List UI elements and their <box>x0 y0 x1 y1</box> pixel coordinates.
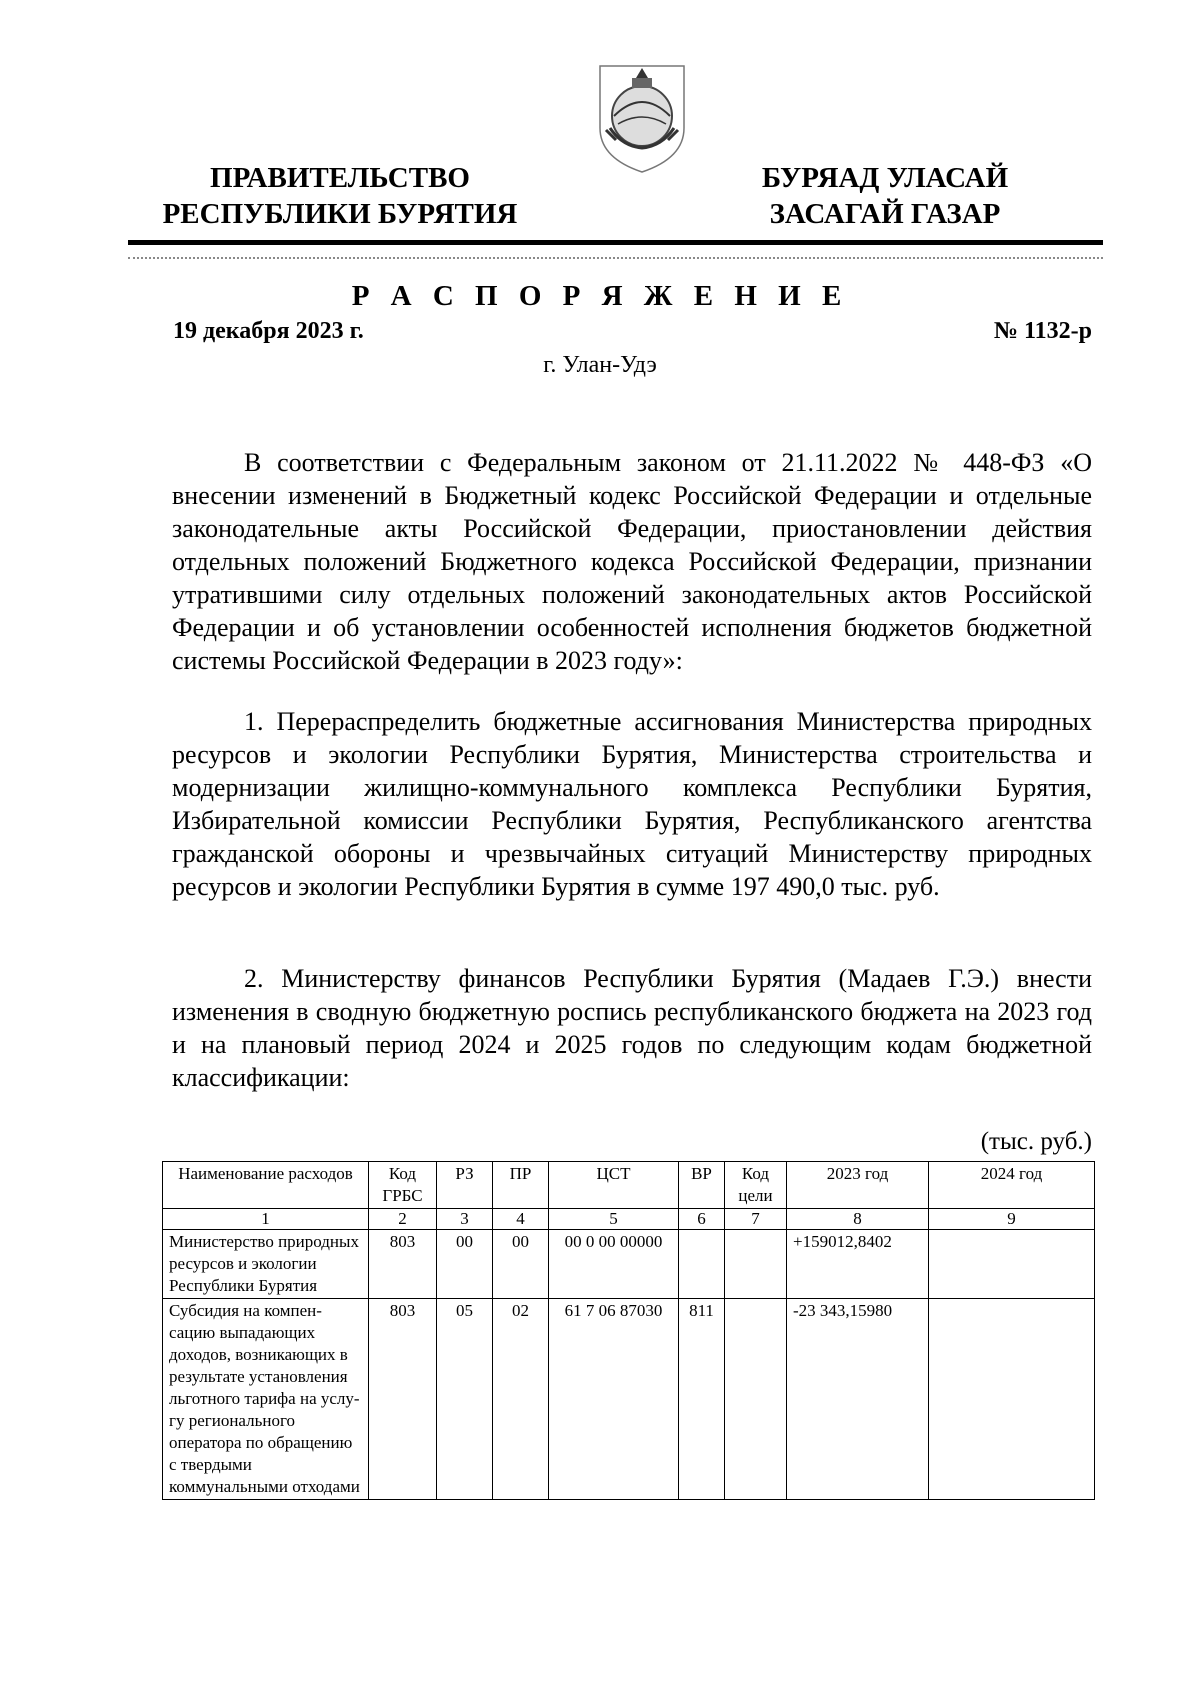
item-2-paragraph: 2. Министерству финансов Республики Бурятия (Мадаев Г.Э.) внести изменения в сводную бюджетную роспись республиканского бюджета на 2023 год и на плановый период 2024 и 2025 годов по следующим кодам бюджетной классификации: <box>172 964 1092 1092</box>
colnum: 5 <box>549 1209 679 1230</box>
cell-2023: +159012,8402 <box>787 1230 929 1299</box>
header-pr: ПР <box>493 1162 549 1209</box>
header-right <box>740 160 1030 232</box>
document-type: Р А С П О Р Я Ж Е Н И Е <box>351 280 849 312</box>
cell-grbs: 803 <box>369 1299 437 1500</box>
header-name: Наименование расходов <box>163 1162 369 1209</box>
cell-code <box>725 1230 787 1299</box>
header-2024: 2024 год <box>929 1162 1095 1209</box>
cell-name: Субсидия на компенсацию выпадающих доходов, возникающих в результате установления льготного тарифа на услугу регионального оператора по обращению с твердыми коммунальными отходами <box>163 1299 369 1500</box>
colnum: 1 <box>163 1209 369 1230</box>
cell-pr: 02 <box>493 1299 549 1500</box>
header-left-line2: РЕСПУБЛИКИ БУРЯТИЯ <box>162 198 518 230</box>
header-rz: РЗ <box>437 1162 493 1209</box>
header-left <box>160 160 520 232</box>
colnum: 3 <box>437 1209 493 1230</box>
header-grbs: Код ГРБС <box>369 1162 437 1209</box>
colnum: 8 <box>787 1209 929 1230</box>
document-number: № 1132-р <box>993 318 1092 344</box>
cell-vr <box>679 1230 725 1299</box>
table-row <box>163 1230 1095 1299</box>
header-code: Код цели <box>725 1162 787 1209</box>
preamble-paragraph: В соответствии с Федеральным законом от 21.11.2022 № 448-ФЗ «О внесении изменений в Бюджетный кодекс Российской Федерации и отдельные законодательные акты Российской Федерации, приостановлении действия отдельных положений Бюджетного кодекса Российской Федерации, признании утратившими силу отдельных положений законодательных актов Российской Федерации и об установлении особенностей исполнения бюджетов бюджетной системы Российской Федерации в 2023 году»: <box>172 448 1092 675</box>
header-rule-thick <box>128 240 1103 245</box>
header-left-line1: ПРАВИТЕЛЬСТВО <box>210 162 470 194</box>
cell-grbs: 803 <box>369 1230 437 1299</box>
cell-name: Министерство природных ресурсов и экологии Республики Бурятия <box>163 1230 369 1299</box>
colnum: 9 <box>929 1209 1095 1230</box>
header-cst: ЦСТ <box>549 1162 679 1209</box>
cell-2024 <box>929 1299 1095 1500</box>
cell-2023: -23 343,15980 <box>787 1299 929 1500</box>
cell-rz: 05 <box>437 1299 493 1500</box>
cell-rz: 00 <box>437 1230 493 1299</box>
item-1-paragraph: 1. Перераспределить бюджетные ассигнования Министерства природных ресурсов и экологии Республики Бурятия, Министерства строительства и модернизации жилищно-коммунального комплекса Республики Бурятия, Избирательной комиссии Республики Бурятия, Республиканского агентства гражданской обороны и чрезвычайных ситуаций Министерству природных ресурсов и экологии Республики Бурятия в сумме 197 490,0 тыс. руб. <box>172 707 1092 901</box>
coat-of-arms-icon <box>592 58 692 178</box>
cell-cst: 00 0 00 00000 <box>549 1230 679 1299</box>
table-row <box>163 1299 1095 1500</box>
header-rule-thin <box>128 257 1103 259</box>
cell-cst: 61 7 06 87030 <box>549 1299 679 1500</box>
budget-table <box>162 1161 1095 1500</box>
document-date: 19 декабря 2023 г. <box>173 318 364 344</box>
cell-code <box>725 1299 787 1500</box>
cell-2024 <box>929 1230 1095 1299</box>
table-header-row <box>163 1162 1095 1209</box>
colnum: 4 <box>493 1209 549 1230</box>
header-vr: ВР <box>679 1162 725 1209</box>
colnum: 7 <box>725 1209 787 1230</box>
cell-pr: 00 <box>493 1230 549 1299</box>
table-colnum-row <box>163 1209 1095 1230</box>
header-2023: 2023 год <box>787 1162 929 1209</box>
colnum: 6 <box>679 1209 725 1230</box>
header-right-line1: БУРЯАД УЛАСАЙ <box>761 162 1009 194</box>
header-right-line2: ЗАСАГАЙ ГАЗАР <box>769 198 1001 230</box>
document-city: г. Улан-Удэ <box>543 352 657 378</box>
table-units: (тыс. руб.) <box>980 1128 1092 1155</box>
cell-vr: 811 <box>679 1299 725 1500</box>
colnum: 2 <box>369 1209 437 1230</box>
